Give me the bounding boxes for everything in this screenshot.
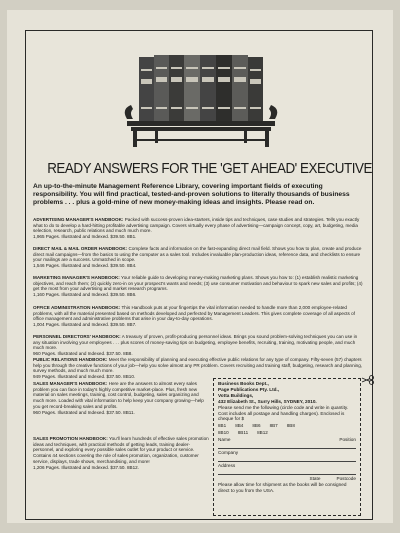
- code-option[interactable]: 8B1: [218, 423, 227, 429]
- coupon-instructions: Please send me the following (circle code and write in quantity. Cost includes all postage and handling charges). Enclosed is cheque for $: [218, 404, 349, 422]
- entry-office-admin: [33, 305, 363, 328]
- coupon-footer: Please allow time for shipment as the books will be consigned direct to you from the USA.: [218, 481, 347, 493]
- entry-personnel: [33, 334, 363, 357]
- entry-title: PUBLIC RELATIONS HANDBOOK:: [33, 357, 108, 362]
- code-option[interactable]: 8B7: [269, 423, 278, 429]
- address-label: Address: [218, 462, 236, 468]
- order-coupon: [213, 378, 361, 516]
- entry-meta: 949 Pages. Illustrated and Indexed. $37.50. 8B10.: [33, 374, 136, 380]
- entry-body: Packed with success-proven idea-starters, inside tips and techniques, case studies and strategies. Tells you exactly what to do to develop a hard-hitting profitable advertising campaign. Covers virtually every phase of advertising—campaign concept, copy, art, budgeting, media selection, research, public relations and much much more.: [33, 217, 360, 234]
- entry-advertising: [33, 217, 363, 240]
- entry-meta: 960 Pages. Illustrated and Indexed. $37.50. 8B8.: [33, 351, 133, 357]
- entry-direct-mail: [33, 246, 363, 269]
- company-field[interactable]: [218, 456, 356, 462]
- entry-title: SALES PROMOTION HANDBOOK:: [33, 436, 108, 441]
- coupon-address: 432 Elizabeth St., Surry Hills, SYDNEY, 2010.: [218, 398, 317, 404]
- coupon-building: Votta Buildings,: [218, 392, 254, 398]
- entry-body: Complete facts and information on the fast-expanding direct mail field. Shows you how to plan, create and produce direct mail campaigns—from the basics to using the computer as a sales tool. Includes invaluable plan-production ideas, reference data, and checklists to ensure your mailings are a success. Unmatched in scope.: [33, 246, 362, 263]
- entry-public-relations: [33, 357, 363, 380]
- entry-marketing: [33, 275, 363, 298]
- entry-meta: 1,160 Pages. Illustrated and Indexed. $39.50. 8B6.: [33, 292, 137, 298]
- entry-body: Meet the responsibility of planning and executing effective public relations for any type of company. Fifty-seven (57) chapters help you through the creative functions of your job—help you solve almost any PR problem. Covers recruiting and training staff, budgeting, research and planning, survey methods, and much much more.: [33, 357, 363, 374]
- intro-paragraph: An up-to-the-minute Management Reference Library, covering important fields of executing responsibility. You will find practical, tested-and-proven solutions to literally thousands of business problems . . . plus a gold-mine of new money-making ideas and insights. Please read on.: [33, 183, 350, 207]
- entry-title: DIRECT MAIL & MAIL ORDER HANDBOOK:: [33, 246, 128, 251]
- code-option[interactable]: 8B4: [235, 423, 244, 429]
- entry-title: ADVERTISING MANAGER'S HANDBOOK:: [33, 217, 124, 222]
- entry-meta: 1,965 Pages. Illustrated and Indexed. $39.50. 8B1.: [33, 234, 137, 240]
- entry-body: A treasury of proven, profit-producing personnel ideas. Brings you sound problem-solving techniques you can use in any situation involving your employees . . . plus scores of money-saving tips on budgeting, employee benefits, recruiting, training, motivating people, and much much more.: [33, 334, 358, 351]
- entry-body: You'll learn hundreds of effective sales promotion ideas and techniques, with practical methods of getting leads, training dealer-personnel, and exploring every possible sales outlet for your product or service. Contains 44 sections covering the role of sales promotion, organization, customer service, displays, trade shows, merchandising, and more!: [33, 436, 209, 464]
- entry-body: Your reliable guide to developing money-making marketing plans. Shows you how to: (1) establish realistic marketing objectives, and reach them; (2) quickly zero-in on your prospect's wants and needs; (3) use consumer motivation and behaviour to spark new sales and profits; (4) get the most from your advertising and market research programs.: [33, 275, 363, 292]
- entry-title: SALES MANAGER'S HANDBOOK:: [33, 381, 108, 386]
- entry-body: This Handbook puts at your fingertips the vital information needed to handle more than 2,000 employee-related problems, with all the material presented based on methods developed and perfected by Management Leaders. This gives complete coverage of all aspects of office management and administrative problems that arise in your day-to-day operations.: [33, 305, 355, 322]
- name-label: Name: [218, 437, 231, 443]
- code-row-2: [218, 430, 356, 436]
- entry-sales-promotion: [33, 436, 211, 470]
- entry-meta: 1,546 Pages. Illustrated and Indexed. $39.50. 8B4.: [33, 263, 137, 269]
- entry-body: Here are the answers to almost every sales problem you can face in today's highly competitive market-place. Plus, fresh new material on sales meetings, training, cost control, budgeting, sales organizing and much more. Loaded with vital information to help keep your company growing—help you get record-breaking sales and profits.: [33, 381, 204, 409]
- entry-title: PERSONNEL DIRECTORS' HANDBOOK:: [33, 334, 121, 339]
- code-option[interactable]: 8B11: [237, 430, 249, 436]
- code-option[interactable]: 8B10: [218, 430, 229, 436]
- postcode-label: Postcode: [336, 475, 356, 481]
- entry-meta: 1,206 Pages. Illustrated and Indexed. $37.50. 8B12.: [33, 464, 139, 470]
- scissors-icon: [361, 375, 375, 385]
- advertisement-frame: [25, 30, 373, 520]
- code-row-1: [218, 423, 356, 429]
- entry-sales-manager: [33, 381, 211, 415]
- entry-title: OFFICE ADMINISTRATION HANDBOOK:: [33, 305, 121, 310]
- position-label: Position: [339, 437, 356, 443]
- code-option[interactable]: 8B6: [252, 423, 261, 429]
- entry-meta: 960 Pages. Illustrated and Indexed. $37.50. 8B11.: [33, 409, 135, 415]
- company-label: Company: [218, 450, 239, 456]
- code-option[interactable]: 8B12: [257, 430, 268, 436]
- coupon-to: Business Books Dept.,: [218, 381, 269, 386]
- entry-title: MARKETING MANAGER'S HANDBOOK:: [33, 275, 120, 280]
- address-field[interactable]: [218, 469, 356, 475]
- coupon-company: Page Publications Pty. Ltd.,: [218, 386, 280, 392]
- code-option[interactable]: 8B8: [286, 423, 295, 429]
- state-label: State: [309, 475, 321, 481]
- entry-meta: 1,004 Pages. Illustrated and Indexed. $39.50. 8B7.: [33, 322, 137, 328]
- headline: READY ANSWERS FOR THE 'GET AHEAD' EXECUTIVE: [47, 161, 373, 177]
- name-field[interactable]: [218, 443, 356, 449]
- bookshelf-illustration: [121, 49, 281, 153]
- books-group: [139, 55, 263, 123]
